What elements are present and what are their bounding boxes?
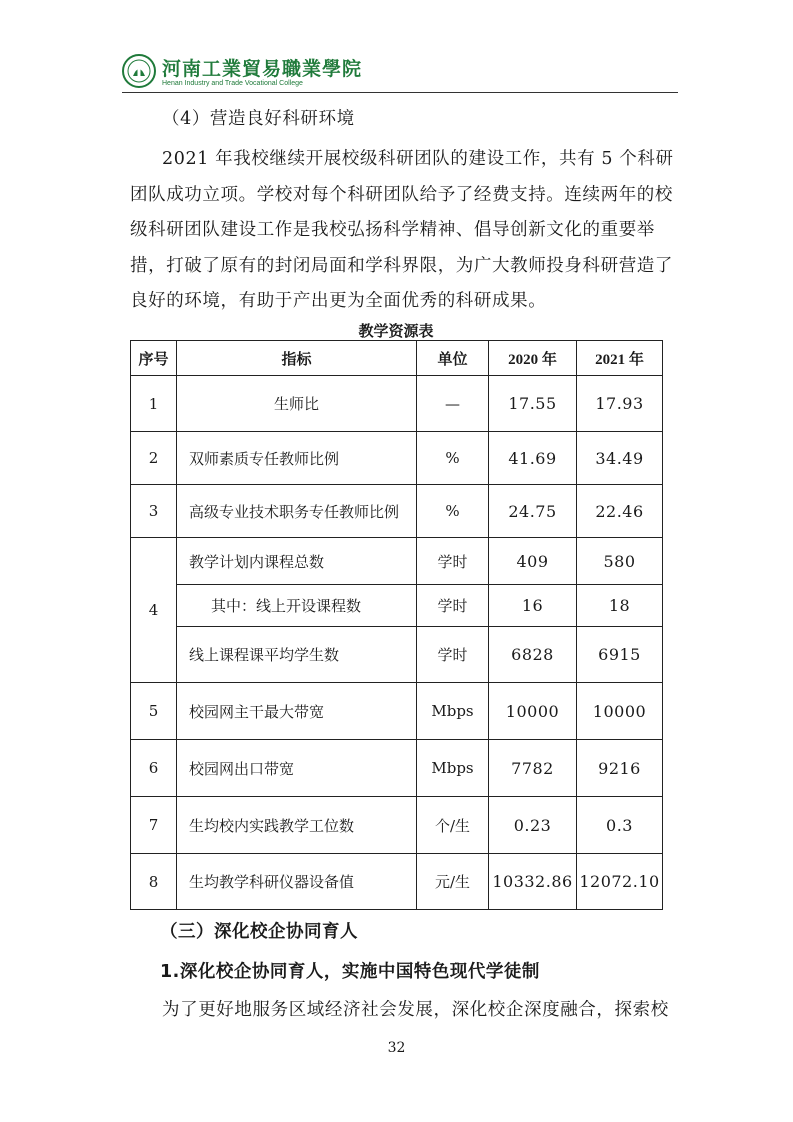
cell-indicator: 生均教学科研仪器设备值 xyxy=(177,854,417,910)
header-2020: 2020 年 xyxy=(489,341,577,376)
header-2021: 2021 年 xyxy=(577,341,663,376)
college-logo-icon xyxy=(122,54,156,88)
cell-unit: Mbps xyxy=(417,740,489,797)
cell-2020: 16 xyxy=(489,585,577,627)
cell-indicator: 其中：线上开设课程数 xyxy=(177,585,417,627)
header-unit: 单位 xyxy=(417,341,489,376)
table-row xyxy=(131,376,663,432)
table-row xyxy=(131,854,663,910)
section-heading: （4）营造良好科研环境 xyxy=(162,109,355,129)
cell-unit: 学时 xyxy=(417,538,489,585)
table-row xyxy=(131,683,663,740)
header-rule xyxy=(122,92,678,93)
cell-2021: 12072.10 xyxy=(577,854,663,910)
cell-no: 6 xyxy=(131,740,177,797)
body-paragraph xyxy=(130,142,674,320)
cell-no: 5 xyxy=(131,683,177,740)
cell-indicator: 线上课程课平均学生数 xyxy=(177,627,417,683)
paragraph-line: 团队成功立项。学校对每个科研团队给予了经费支持。连续两年的校 xyxy=(130,184,673,205)
college-name-cn: 河南工業貿易職業學院 xyxy=(162,58,363,80)
cell-2021: 18 xyxy=(577,585,663,627)
cell-indicator: 高级专业技术职务专任教师比例 xyxy=(177,485,417,538)
resource-table xyxy=(130,340,663,910)
cell-indicator: 双师素质专任教师比例 xyxy=(177,432,417,485)
header-indicator: 指标 xyxy=(177,341,417,376)
cell-2021: 22.46 xyxy=(577,485,663,538)
paragraph-line: 为了更好地服务区域经济社会发展，深化校企深度融合，探索校 xyxy=(162,1000,669,1020)
section3-heading: （三）深化校企协同育人 xyxy=(160,922,358,942)
college-name-en: Henan Industry and Trade Vocational College xyxy=(162,80,303,87)
subsection1-heading: 1.深化校企协同育人，实施中国特色现代学徒制 xyxy=(160,962,540,982)
page-header xyxy=(122,52,678,94)
cell-indicator: 校园网出口带宽 xyxy=(177,740,417,797)
page-number: 32 xyxy=(387,1040,406,1056)
cell-2021: 10000 xyxy=(577,683,663,740)
table-row xyxy=(131,538,663,585)
cell-2021: 0.3 xyxy=(577,797,663,854)
cell-2020: 10000 xyxy=(489,683,577,740)
table-row xyxy=(131,627,663,683)
cell-unit: — xyxy=(417,376,489,432)
table-caption: 教学资源表 xyxy=(358,322,434,340)
cell-2021: 34.49 xyxy=(577,432,663,485)
paragraph-line: 措，打破了原有的封闭局面和学科界限，为广大教师投身科研营造了 xyxy=(130,255,673,276)
cell-unit: Mbps xyxy=(417,683,489,740)
cell-2021: 17.93 xyxy=(577,376,663,432)
table-row xyxy=(131,585,663,627)
cell-2020: 17.55 xyxy=(489,376,577,432)
paragraph-line: 级科研团队建设工作是我校弘扬科学精神、倡导创新文化的重要举 xyxy=(130,220,655,240)
cell-unit: 学时 xyxy=(417,627,489,683)
cell-indicator: 生师比 xyxy=(177,376,417,432)
cell-unit: 元/生 xyxy=(417,854,489,910)
cell-no: 3 xyxy=(131,485,177,538)
cell-unit: 个/生 xyxy=(417,797,489,854)
cell-2020: 0.23 xyxy=(489,797,577,854)
cell-2020: 41.69 xyxy=(489,432,577,485)
paragraph-line: 2021 年我校继续开展校级科研团队的建设工作，共有 5 个科研 xyxy=(162,149,674,169)
cell-unit: 学时 xyxy=(417,585,489,627)
cell-2021: 580 xyxy=(577,538,663,585)
cell-indicator: 校园网主干最大带宽 xyxy=(177,683,417,740)
table-header-row xyxy=(131,341,663,376)
cell-no: 7 xyxy=(131,797,177,854)
table-row xyxy=(131,797,663,854)
cell-2021: 6915 xyxy=(577,627,663,683)
cell-2020: 6828 xyxy=(489,627,577,683)
cell-no: 4 xyxy=(131,538,177,683)
table-row xyxy=(131,485,663,538)
table-row xyxy=(131,432,663,485)
cell-2020: 10332.86 xyxy=(489,854,577,910)
paragraph-line: 良好的环境，有助于产出更为全面优秀的科研成果。 xyxy=(130,291,547,311)
cell-2020: 409 xyxy=(489,538,577,585)
cell-2021: 9216 xyxy=(577,740,663,797)
cell-indicator: 教学计划内课程总数 xyxy=(177,538,417,585)
cell-no: 1 xyxy=(131,376,177,432)
cell-2020: 24.75 xyxy=(489,485,577,538)
header-no: 序号 xyxy=(131,341,177,376)
cell-2020: 7782 xyxy=(489,740,577,797)
cell-no: 2 xyxy=(131,432,177,485)
cell-unit: % xyxy=(417,485,489,538)
table-row xyxy=(131,740,663,797)
cell-indicator: 生均校内实践教学工位数 xyxy=(177,797,417,854)
cell-unit: % xyxy=(417,432,489,485)
cell-no: 8 xyxy=(131,854,177,910)
